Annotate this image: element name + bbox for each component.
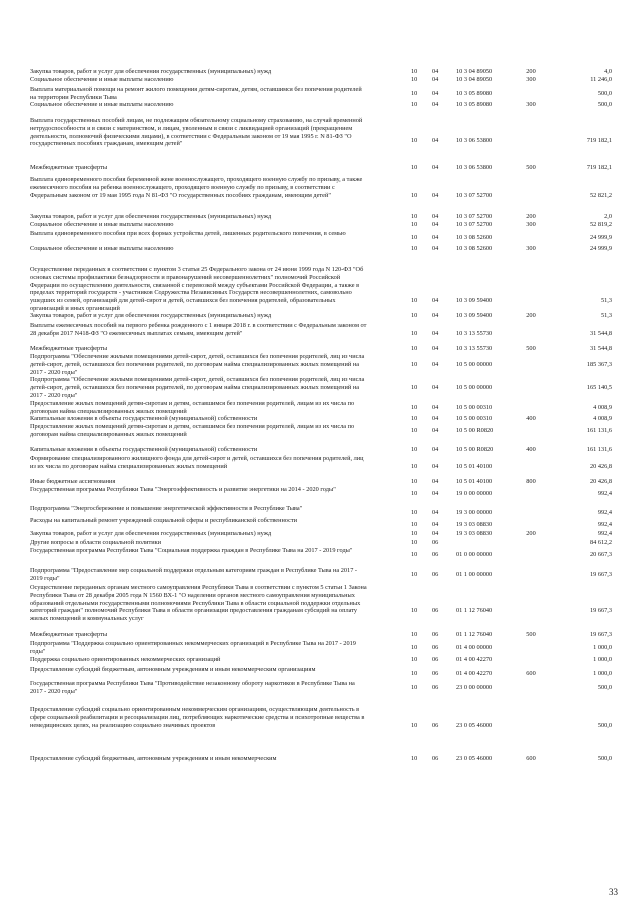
- row-amount: 19 667,3: [589, 631, 612, 638]
- row-name: Подпрограмма "Обеспечение жилыми помещениями детей-сирот, детей, оставшихся без попечения родителей, лиц из числа детей-сирот, детей, оставшихся без попечения родителей, по договорам найма специализированных жилых помещений на 2017 - 2020 годы": [30, 376, 365, 399]
- row-section-code: 10: [411, 191, 418, 199]
- row-subsection-code: 06: [432, 683, 439, 691]
- row-subsection-code: 04: [432, 101, 439, 108]
- row-expense-type-code: 500: [526, 345, 536, 352]
- row-subsection-code: 04: [432, 403, 439, 411]
- row-subsection-code: 04: [432, 360, 439, 368]
- row-amount: 719 182,1: [586, 136, 612, 144]
- row-target-article-code: 23 0 05 46000: [456, 755, 493, 762]
- row-amount: 31 544,8: [589, 329, 612, 337]
- row-target-article-code: 10 3 06 53800: [456, 164, 493, 171]
- row-subsection-code: 04: [432, 489, 439, 497]
- row-amount: 500,0: [597, 101, 612, 108]
- row-subsection-code: 06: [432, 607, 439, 615]
- row-target-article-code: 10 3 09 59400: [456, 312, 493, 319]
- row-name: Предоставление жилых помещений детям-сиротам и детям, оставшимся без попечения родителей, лицам из их числа по договорам найма специализированных жилых помещений: [30, 400, 355, 415]
- row-section-code: 10: [411, 631, 418, 638]
- row-section-code: 10: [411, 76, 418, 83]
- row-target-article-code: 10 3 05 89080: [456, 89, 493, 97]
- row-amount: 19 667,3: [589, 570, 612, 578]
- row-subsection-code: 04: [432, 520, 439, 528]
- row-subsection-code: 04: [432, 213, 439, 220]
- row-expense-type-code: 300: [526, 245, 536, 252]
- row-section-code: 10: [411, 221, 418, 228]
- row-expense-type-code: 500: [526, 631, 536, 638]
- row-section-code: 10: [411, 683, 418, 691]
- row-amount: 500,0: [597, 721, 612, 729]
- row-amount: 84 612,2: [589, 539, 612, 546]
- row-section-code: 10: [411, 164, 418, 171]
- row-name: Выплата единовременного пособия при всех формах устройства детей, лишенных родительского попечения, в семью: [30, 230, 346, 237]
- row-section-code: 10: [411, 312, 418, 319]
- row-target-article-code: 10 3 07 52700: [456, 221, 493, 228]
- row-subsection-code: 04: [432, 136, 439, 144]
- row-section-code: 10: [411, 101, 418, 108]
- row-name: Закупка товаров, работ и услуг для обеспечения государственных (муниципальных) нужд: [30, 68, 272, 75]
- row-expense-type-code: 200: [526, 312, 536, 319]
- row-amount: 161 131,6: [586, 446, 612, 453]
- row-amount: 185 367,3: [586, 360, 612, 368]
- row-target-article-code: 19 3 00 00000: [456, 508, 493, 516]
- row-subsection-code: 06: [432, 570, 439, 578]
- row-section-code: 10: [411, 656, 418, 663]
- row-name: Выплата материальной помощи на ремонт жилого помещения детям-сиротам, детям, оставшимся без попечения родителей на территории Республики Тыва: [30, 86, 362, 101]
- row-subsection-code: 04: [432, 191, 439, 199]
- row-section-code: 10: [411, 329, 418, 337]
- row-subsection-code: 04: [432, 68, 439, 75]
- row-section-code: 10: [411, 607, 418, 615]
- row-name: Выплата государственных пособий лицам, не подлежащим обязательному социальному страхованию, на случай временной нетрудоспособности и в связи с материнством, и лицам, уволенным в связи с ликвидацией организаций (прекращением деятельности, полномочий физическими лицами), в соответствии с Федеральным законом от 19 мая 1995 г. N 81-ФЗ "О государственных пособиях гражданам, имеющим детей": [30, 117, 363, 148]
- row-subsection-code: 04: [432, 89, 439, 97]
- row-section-code: 10: [411, 68, 418, 75]
- row-expense-type-code: 500: [526, 164, 536, 171]
- row-amount: 1 000,0: [593, 669, 612, 677]
- row-target-article-code: 01 0 00 00000: [456, 550, 493, 558]
- row-expense-type-code: 200: [526, 68, 536, 75]
- row-section-code: 10: [411, 755, 418, 762]
- row-target-article-code: 19 0 00 00000: [456, 489, 493, 497]
- row-section-code: 10: [411, 462, 418, 470]
- row-expense-type-code: 300: [526, 101, 536, 108]
- row-section-code: 10: [411, 245, 418, 252]
- row-name: Осуществление переданных органам местного самоуправления Республики Тыва в соответствии с пунктом 5 статьи 1 Закона Республики Тыва от 28 декабря 2005 года N 1560 ВХ-1 "О наделении органов местного самоуправления муниципальных образований отдельными государственными полномочиями Республики Тыва в области социальной поддержки отдельных категорий граждан" полномочий Республики Тыва в области организации предоставления гражданам субсидий на оплату жилых помещений и коммунальных услуг: [30, 584, 367, 623]
- row-amount: 1 000,0: [593, 643, 612, 651]
- row-amount: 4,0: [604, 68, 612, 75]
- row-expense-type-code: 600: [526, 755, 536, 762]
- row-target-article-code: 10 3 13 55730: [456, 345, 493, 352]
- row-name: Закупка товаров, работ и услуг для обеспечения государственных (муниципальных) нужд: [30, 213, 272, 220]
- row-name: Иные бюджетные ассигнования: [30, 478, 116, 485]
- row-amount: 24 999,9: [589, 245, 612, 252]
- row-section-code: 10: [411, 415, 418, 422]
- row-amount: 11 246,0: [590, 76, 612, 83]
- row-section-code: 10: [411, 643, 418, 651]
- row-section-code: 10: [411, 669, 418, 677]
- row-amount: 20 667,3: [589, 550, 612, 558]
- row-subsection-code: 06: [432, 631, 439, 638]
- row-subsection-code: 06: [432, 643, 439, 651]
- row-name: Предоставление субсидий бюджетным, автономным учреждениям и иным некоммерческим организациям: [30, 666, 316, 673]
- row-subsection-code: 06: [432, 755, 439, 762]
- row-expense-type-code: 400: [526, 446, 536, 453]
- row-target-article-code: 10 3 13 55730: [456, 329, 493, 337]
- row-section-code: 10: [411, 478, 418, 485]
- row-amount: 165 140,5: [586, 383, 612, 391]
- row-expense-type-code: 600: [526, 669, 536, 677]
- row-subsection-code: 04: [432, 508, 439, 516]
- row-amount: 500,0: [597, 755, 612, 762]
- row-section-code: 10: [411, 489, 418, 497]
- row-amount: 51,3: [600, 312, 612, 319]
- page-number: 33: [609, 887, 618, 897]
- row-subsection-code: 04: [432, 164, 439, 171]
- row-amount: 4 008,9: [593, 403, 612, 411]
- row-amount: 1 000,0: [593, 656, 612, 663]
- row-section-code: 10: [411, 89, 418, 97]
- row-target-article-code: 10 5 00 00310: [456, 415, 493, 422]
- row-subsection-code: 04: [432, 446, 439, 453]
- row-target-article-code: 10 5 01 40100: [456, 462, 493, 470]
- row-target-article-code: 23 0 05 46000: [456, 721, 493, 729]
- row-target-article-code: 01 1 12 76040: [456, 607, 493, 615]
- row-target-article-code: 01 1 12 76040: [456, 631, 493, 638]
- row-name: Подпрограмма "Обеспечение жилыми помещениями детей-сирот, детей, оставшихся без попечения родителей, лиц из числа детей-сирот, детей, оставшихся без попечения родителей, по договорам найма специализированных жилых помещений на 2017 - 2020 годы": [30, 353, 365, 376]
- row-name: Капитальные вложения в объекты государственной (муниципальной) собственности: [30, 415, 258, 422]
- row-section-code: 10: [411, 383, 418, 391]
- row-name: Выплата единовременного пособия беременной жене военнослужащего, проходящего военную службу по призыву, а также ежемесячного пособия на ребенка военнослужащего, проходящего военную службу по призыву, в соответствии с Федеральным законом от 19 мая 1995 года N 81-ФЗ "О государственных пособиях гражданам, имеющим детей": [30, 176, 363, 199]
- row-target-article-code: 19 3 03 08830: [456, 520, 493, 528]
- row-section-code: 10: [411, 530, 418, 537]
- row-name: Другие вопросы в области социальной политики: [30, 539, 162, 546]
- row-amount: 500,0: [597, 89, 612, 97]
- row-target-article-code: 10 5 00 R0820: [456, 426, 494, 434]
- row-name: Капитальные вложения в объекты государственной (муниципальной) собственности: [30, 446, 258, 453]
- row-subsection-code: 04: [432, 415, 439, 422]
- row-name: Межбюджетные трансферты: [30, 345, 108, 352]
- row-target-article-code: 10 5 00 R0820: [456, 446, 494, 453]
- row-subsection-code: 06: [432, 539, 439, 546]
- row-name: Предоставление субсидий социально ориентированным некоммерческим организациям, осуществляющим деятельность в сфере социальной реабилитации и ресоциализации лиц, потребляющих наркотические средства и психотропные вещества в немедицинских целях, на реализацию социально значимых проектов: [30, 706, 365, 729]
- row-section-code: 10: [411, 345, 418, 352]
- row-name: Государственная программа Республики Тыва "Противодействие незаконному обороту наркотиков в Республике Тыва на 2017 - 2020 годы": [30, 680, 355, 695]
- row-target-article-code: 19 3 03 08830: [456, 530, 493, 537]
- row-subsection-code: 04: [432, 462, 439, 470]
- row-subsection-code: 06: [432, 721, 439, 729]
- row-name: Поддержка социально ориентированных некоммерческих организаций: [30, 656, 221, 663]
- row-name: Закупка товаров, работ и услуг для обеспечения государственных (муниципальных) нужд: [30, 530, 272, 537]
- row-section-code: 10: [411, 539, 418, 546]
- row-amount: 20 426,8: [589, 478, 612, 485]
- row-target-article-code: 10 5 01 40100: [456, 478, 493, 485]
- row-subsection-code: 04: [432, 312, 439, 319]
- row-subsection-code: 04: [432, 426, 439, 434]
- row-expense-type-code: 200: [526, 213, 536, 220]
- row-subsection-code: 06: [432, 656, 439, 663]
- row-section-code: 10: [411, 550, 418, 558]
- row-amount: 992,4: [597, 520, 612, 528]
- row-amount: 52 821,2: [589, 191, 612, 199]
- row-subsection-code: 04: [432, 530, 439, 537]
- row-name: Социальное обеспечение и иные выплаты населению: [30, 221, 174, 228]
- row-name: Предоставление жилых помещений детям-сиротам и детям, оставшимся без попечения родителей, лицам из их числа по договорам найма специализированных жилых помещений: [30, 423, 355, 438]
- row-name: Подпрограмма "Энергосбережение и повышение энергетической эффективности в Республике Тыва": [30, 505, 303, 512]
- row-expense-type-code: 200: [526, 530, 536, 537]
- row-amount: 4 008,9: [593, 415, 612, 422]
- row-amount: 2,0: [604, 213, 612, 220]
- row-amount: 719 182,1: [586, 164, 612, 171]
- row-subsection-code: 04: [432, 221, 439, 228]
- row-target-article-code: 01 4 00 00000: [456, 643, 493, 651]
- row-amount: 992,4: [597, 530, 612, 537]
- row-target-article-code: 10 3 08 52600: [456, 245, 493, 252]
- row-target-article-code: 23 0 00 00000: [456, 683, 493, 691]
- row-subsection-code: 06: [432, 669, 439, 677]
- row-name: Выплаты ежемесячных пособий на первого ребенка рожденного с 1 января 2018 г. в соответствии с Федеральным законом от 28 декабря 2017 N418-ФЗ "О ежемесячных выплатах семьям, имеющим детей": [30, 322, 367, 337]
- row-section-code: 10: [411, 360, 418, 368]
- row-amount: 51,3: [600, 297, 612, 305]
- row-name: Осуществление переданных в соответствии с пунктом 3 статьи 25 Федерального закона от 24 июня 1999 года N 120-ФЗ "Об основах системы профилактики безнадзорности и правонарушений несовершеннолетних" полномочий Российской Федерации по осуществлению деятельности, связанной с перевозкой между субъектами Российской Федерации, а также в пределах территорий государств - участников Содружества Независимых Государств несовершеннолетних, самовольно ушедших из семей, организаций для детей-сирот и детей, оставшихся без попечения родителей, образовательных организаций и иных организаций: [30, 266, 364, 312]
- row-amount: 19 667,3: [589, 607, 612, 615]
- row-name: Формирование специализированного жилищного фонда для детей-сирот и детей, оставшихся без попечения родителей, лиц из их числа по договорам найма специализированных жилых помещений: [30, 455, 364, 470]
- row-subsection-code: 04: [432, 329, 439, 337]
- row-section-code: 10: [411, 233, 418, 241]
- row-name: Социальное обеспечение и иные выплаты населению: [30, 101, 174, 108]
- row-section-code: 10: [411, 297, 418, 305]
- row-amount: 24 999,9: [589, 233, 612, 241]
- row-name: Межбюджетные трансферты: [30, 631, 108, 638]
- row-subsection-code: 04: [432, 245, 439, 252]
- row-subsection-code: 04: [432, 233, 439, 241]
- row-subsection-code: 04: [432, 478, 439, 485]
- row-subsection-code: 04: [432, 383, 439, 391]
- row-name: Подпрограмма "Поддержка социально ориентированных некоммерческих организаций в Республике Тыва на 2017 - 2019 годы": [30, 640, 356, 655]
- row-expense-type-code: 300: [526, 76, 536, 83]
- row-target-article-code: 10 5 00 00310: [456, 403, 493, 411]
- row-section-code: 10: [411, 403, 418, 411]
- row-target-article-code: 10 3 08 52600: [456, 233, 493, 241]
- row-amount: 31 544,8: [589, 345, 612, 352]
- row-section-code: 10: [411, 721, 418, 729]
- row-subsection-code: 04: [432, 345, 439, 352]
- row-target-article-code: 10 3 04 89050: [456, 68, 493, 75]
- row-name: Межбюджетные трансферты: [30, 164, 108, 171]
- row-amount: 992,4: [597, 489, 612, 497]
- row-target-article-code: 10 3 09 59400: [456, 297, 493, 305]
- row-name: Государственная программа Республики Тыва "Социальная поддержка граждан в Республике Тыва на 2017 - 2019 годы": [30, 547, 353, 554]
- row-section-code: 10: [411, 446, 418, 453]
- row-section-code: 10: [411, 508, 418, 516]
- row-target-article-code: 10 5 00 00000: [456, 383, 493, 391]
- row-target-article-code: 10 3 07 52700: [456, 213, 493, 220]
- row-name: Подпрограмма "Предоставление мер социальной поддержки отдельным категориям граждан в Республике Тыва на 2017 - 2019 годы": [30, 567, 358, 582]
- row-target-article-code: 10 3 04 89050: [456, 76, 493, 83]
- row-name: Социальное обеспечение и иные выплаты населению: [30, 76, 174, 83]
- row-name: Социальное обеспечение и иные выплаты населению: [30, 245, 174, 252]
- row-expense-type-code: 800: [526, 478, 536, 485]
- row-name: Расходы на капитальный ремонт учреждений социальной сферы и республиканской собственности: [30, 517, 298, 524]
- row-name: Государственная программа Республики Тыва "Энергоэффективность и развитие энергетики на 2014 - 2020 годы": [30, 486, 336, 493]
- row-amount: 992,4: [597, 508, 612, 516]
- row-section-code: 10: [411, 570, 418, 578]
- row-amount: 161 131,6: [586, 426, 612, 434]
- row-target-article-code: 10 3 05 89080: [456, 101, 493, 108]
- row-subsection-code: 06: [432, 550, 439, 558]
- row-target-article-code: 10 3 07 52700: [456, 191, 493, 199]
- row-subsection-code: 04: [432, 76, 439, 83]
- row-target-article-code: 10 5 00 00000: [456, 360, 493, 368]
- row-section-code: 10: [411, 213, 418, 220]
- row-name: Закупка товаров, работ и услуг для обеспечения государственных (муниципальных) нужд: [30, 312, 272, 319]
- row-target-article-code: 01 1 00 00000: [456, 570, 493, 578]
- row-section-code: 10: [411, 520, 418, 528]
- row-section-code: 10: [411, 426, 418, 434]
- row-subsection-code: 04: [432, 297, 439, 305]
- row-name: Предоставление субсидий бюджетным, автономным учреждениям и иным некоммерческим: [30, 755, 277, 762]
- row-target-article-code: 01 4 00 42270: [456, 669, 493, 677]
- row-amount: 500,0: [597, 683, 612, 691]
- row-expense-type-code: 400: [526, 415, 536, 422]
- row-target-article-code: 10 3 06 53800: [456, 136, 493, 144]
- row-amount: 20 426,8: [589, 462, 612, 470]
- row-target-article-code: 01 4 00 42270: [456, 656, 493, 663]
- row-amount: 52 819,2: [589, 221, 612, 228]
- row-expense-type-code: 300: [526, 221, 536, 228]
- row-section-code: 10: [411, 136, 418, 144]
